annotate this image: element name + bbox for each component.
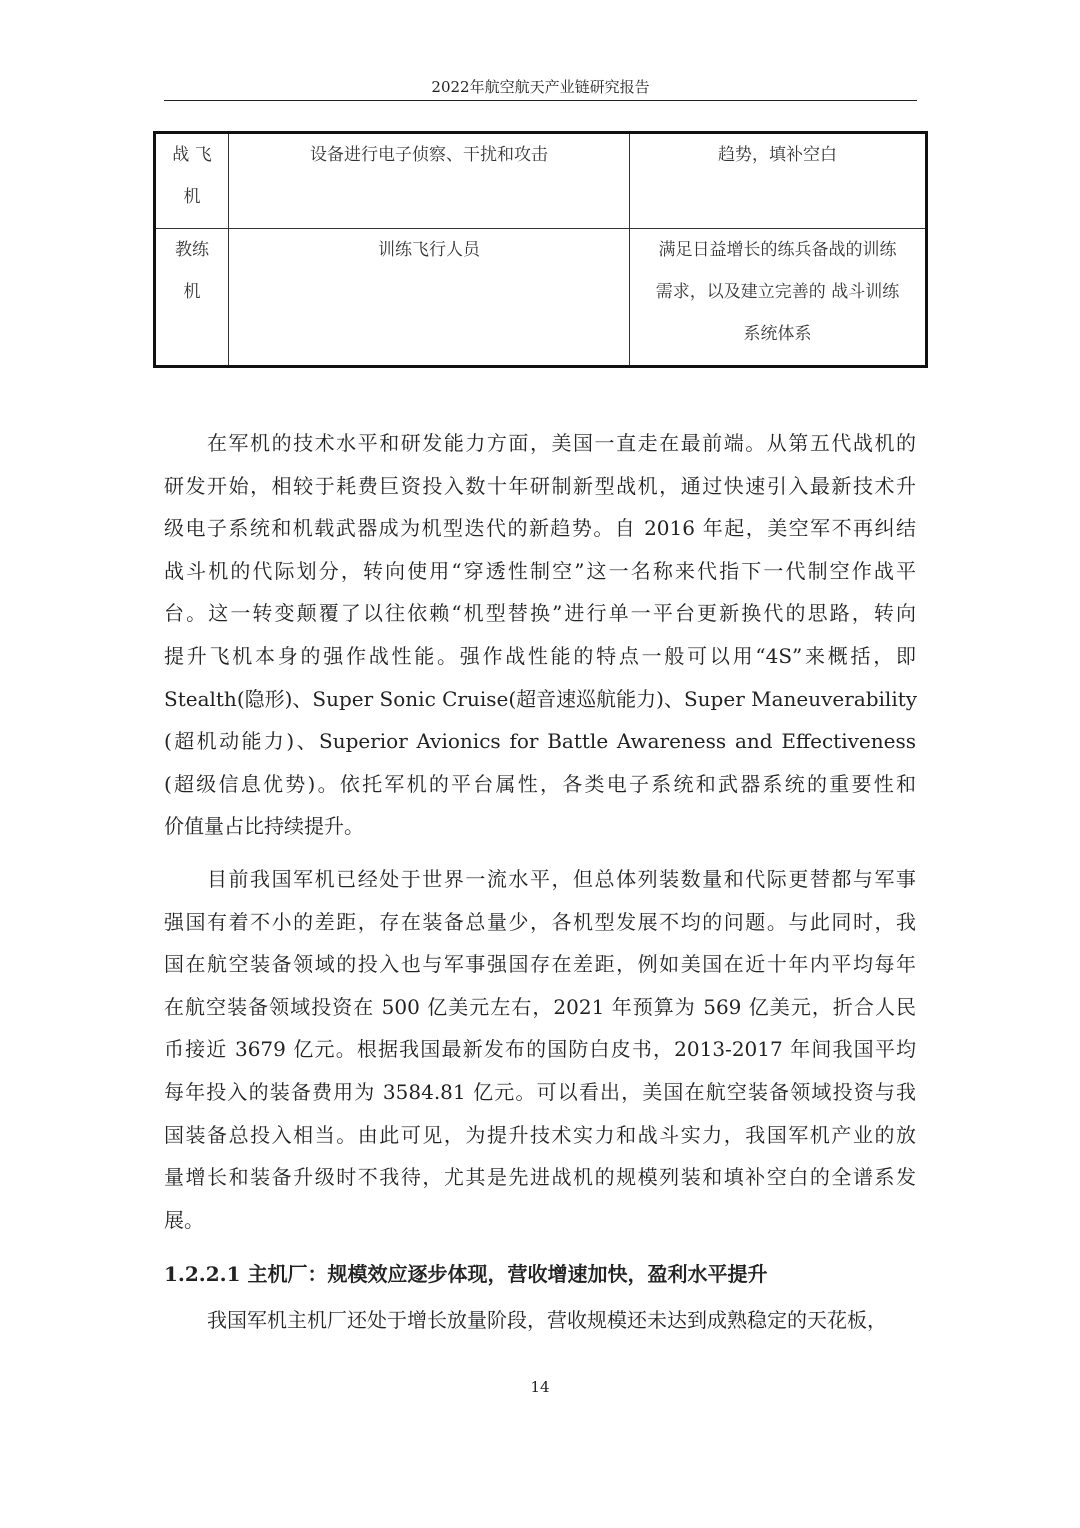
cell-line: 教练	[175, 240, 209, 260]
paragraph	[164, 1299, 916, 1342]
text-line: 量增长和装备升级时不我待，尤其是先进战机的规模列装和填补空白的全谱系发	[164, 1165, 916, 1190]
page-header: 2022年航空航天产业链研究报告	[164, 76, 917, 101]
table-cell-trend	[630, 133, 927, 229]
text-line: 国装备总投入相当。由此可见，为提升技术实力和战斗实力，我国军机产业的放	[164, 1122, 916, 1147]
text-line: 台。这一转变颠覆了以往依赖“机型替换”进行单一平台更新换代的思路，转向	[164, 601, 916, 626]
text-line: 研发开始，相较于耗费巨资投入数十年研制新型战机，通过快速引入最新技术升	[164, 473, 916, 498]
cell-line: 机	[183, 187, 201, 207]
table-row	[155, 133, 927, 229]
text-line: (超机动能力)、Superior Avionics for Battle Awareness and Effectiveness	[164, 729, 916, 754]
text-line: 价值量占比持续提升。	[164, 814, 364, 839]
cell-line: 战 飞	[172, 145, 212, 165]
cell-line: 需求，以及建立完善的 战斗训练	[655, 282, 900, 302]
text-line: 在军机的技术水平和研发能力方面，美国一直走在最前端。从第五代战机的	[207, 431, 916, 455]
cell-line: 系统体系	[743, 324, 812, 344]
text-line: Stealth(隐形)、Super Sonic Cruise(超音速巡航能力)、Super Maneuverability	[164, 686, 918, 711]
paragraph	[164, 858, 916, 1241]
cell-line: 满足日益增长的练兵备战的训练	[658, 240, 897, 260]
text-line: 币接近 3679 亿元。根据我国最新发布的国防白皮书，2013-2017 年间我国平均	[164, 1037, 916, 1062]
text-line: 我国军机主机厂还处于增长放量阶段，营收规模还未达到成熟稳定的天花板，	[207, 1308, 887, 1333]
table-row	[155, 229, 927, 367]
page-number: 14	[530, 1378, 550, 1396]
text-line: (超级信息优势)。依托军机的平台属性，各类电子系统和武器系统的重要性和	[164, 771, 916, 796]
table-cell-role: 设备进行电子侦察、干扰和攻击	[229, 133, 630, 229]
text-line: 在航空装备领域投资在 500 亿美元左右，2021 年预算为 569 亿美元，折合人民	[164, 994, 916, 1019]
cell-line: 趋势，填补空白	[718, 145, 837, 165]
table-cell-role: 训练飞行人员	[229, 229, 630, 367]
section-heading: 1.2.2.1 主机厂：规模效应逐步体现，营收增速加快，盈利水平提升	[164, 1262, 768, 1287]
body-text	[164, 422, 916, 1352]
text-line: 提升飞机本身的强作战性能。强作战性能的特点一般可以用“4S”来概括，即	[164, 643, 916, 668]
text-line: 每年投入的装备费用为 3584.81 亿元。可以看出，美国在航空装备领域投资与我	[164, 1079, 916, 1104]
paragraph	[164, 422, 916, 848]
text-line: 目前我国军机已经处于世界一流水平，但总体列装数量和代际更替都与军事	[207, 866, 916, 891]
table-cell-type	[155, 229, 229, 367]
text-line: 国在航空装备领域的投入也与军事强国存在差距，例如美国在近十年内平均每年	[164, 952, 916, 977]
table-cell-type	[155, 133, 229, 229]
table-cell-trend	[630, 229, 927, 367]
aircraft-table	[153, 131, 928, 368]
text-line: 级电子系统和机载武器成为机型迭代的新趋势。自 2016 年起，美空军不再纠结	[164, 516, 916, 541]
text-line: 强国有着不小的差距，存在装备总量少，各机型发展不均的问题。与此同时，我	[164, 909, 916, 934]
text-line: 战斗机的代际划分，转向使用“穿透性制空”这一名称来代指下一代制空作战平	[164, 558, 916, 583]
text-line: 展。	[164, 1207, 204, 1232]
cell-line: 机	[183, 282, 201, 302]
